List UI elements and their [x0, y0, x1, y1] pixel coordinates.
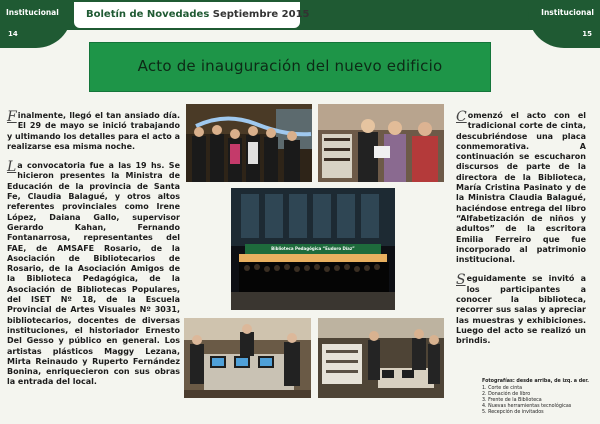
photo-new-technology: [184, 318, 311, 398]
bulletin-title: [86, 9, 310, 20]
ceremony-paragraph: [456, 111, 586, 265]
section-label-right: Institucional: [541, 8, 594, 17]
dropcap: L: [7, 159, 17, 176]
paragraph-text: a convocatoria fue a las 19 hs. Se hicieron presentes la Ministra de Educación de la provincia de Santa Fe, Claudia Balagué, y otros altos referentes provinciales como Irene López, Daiana Gallo, supervisor Gerardo Kahan, Fernando Fontanarrosa, representantes del FAE, de AMSAFE Rosario, de la Asociación de Bibliotecarios de Rosario, de la Asociación Amigos de la Biblioteca Pedagógica, de la Asociación de Bibliotecas Populares, del ISET Nº 18, de la Escuela Provincial de Artes Visuales Nº 3031, bibliotecarios, docentes de diversas instituciones, el historiador Ernesto Del Gesso y público en general. Los artistas plásticos Maggy Lezana, Mirta Reinaudo y Ruperto Fernández Bonina, enriquecieron con sus obras la entrada del local.: [7, 161, 180, 387]
masthead: [74, 2, 310, 28]
photo-book-donation: [318, 104, 444, 182]
tour-paragraph: [456, 274, 586, 346]
caption-item: 3. Frente de la Biblioteca: [482, 398, 542, 403]
dropcap: C: [456, 109, 467, 125]
captions-heading: Fotografías: desde arriba, de izq. a der.: [482, 379, 589, 384]
intro-paragraph: [7, 111, 180, 152]
bulletin-date: Septiembre 2015: [212, 9, 310, 20]
dropcap: F: [7, 109, 17, 125]
page-number-right: 15: [582, 30, 592, 38]
left-text-column: [7, 111, 180, 397]
photo-library-front: [231, 188, 395, 310]
dropcap: S: [456, 272, 466, 289]
attendees-paragraph: [7, 161, 180, 388]
caption-item: 5. Recepción de invitados: [482, 410, 544, 415]
paragraph-text: eguidamente se invitó a los participantes a conocer la biblioteca, recorrer sus salas y apreciar las muestras y exhibiciones. Luego del acto se realizó un brindis.: [456, 274, 586, 346]
paragraph-text: inalmente, llegó el tan ansiado día. El 29 de mayo se inició trabajando y ultimando los detalles para el acto a realizarse esa misma noche.: [7, 111, 180, 151]
page-number-left: 14: [8, 30, 18, 38]
paragraph-text: omenzó el acto con el tradicional corte de cinta, descubriéndose una placa conmemorativa. A continuación se escucharon discursos de parte de la directora de la Biblioteca, María Cristina Pasinato y de la Ministra Claudia Balagué, haciéndose entrega del libro “Alfabetización de niños y adultos” de la escritora Emilia Ferreiro que fue incorporado al patrimonio institucional.: [456, 111, 586, 265]
right-text-column: [456, 111, 586, 356]
article-title: Acto de inauguración del nuevo edificio: [137, 57, 443, 75]
photo-guest-reception: [318, 318, 444, 398]
section-label-left: Institucional: [6, 8, 59, 17]
captions-list: [482, 386, 594, 416]
photo-captions: [482, 379, 594, 416]
library-sign: Biblioteca Pedagógica “Eudoro Díaz”: [271, 246, 355, 251]
caption-item: 4. Nuevas herramientas tecnológicas: [482, 404, 572, 409]
caption-item: 2. Donación de libro: [482, 392, 531, 397]
photo-ribbon-cutting: [186, 104, 312, 182]
article-banner: [89, 42, 491, 92]
caption-item: 1. Corte de cinta: [482, 386, 523, 391]
bulletin-name: Boletín de Novedades: [86, 9, 210, 20]
